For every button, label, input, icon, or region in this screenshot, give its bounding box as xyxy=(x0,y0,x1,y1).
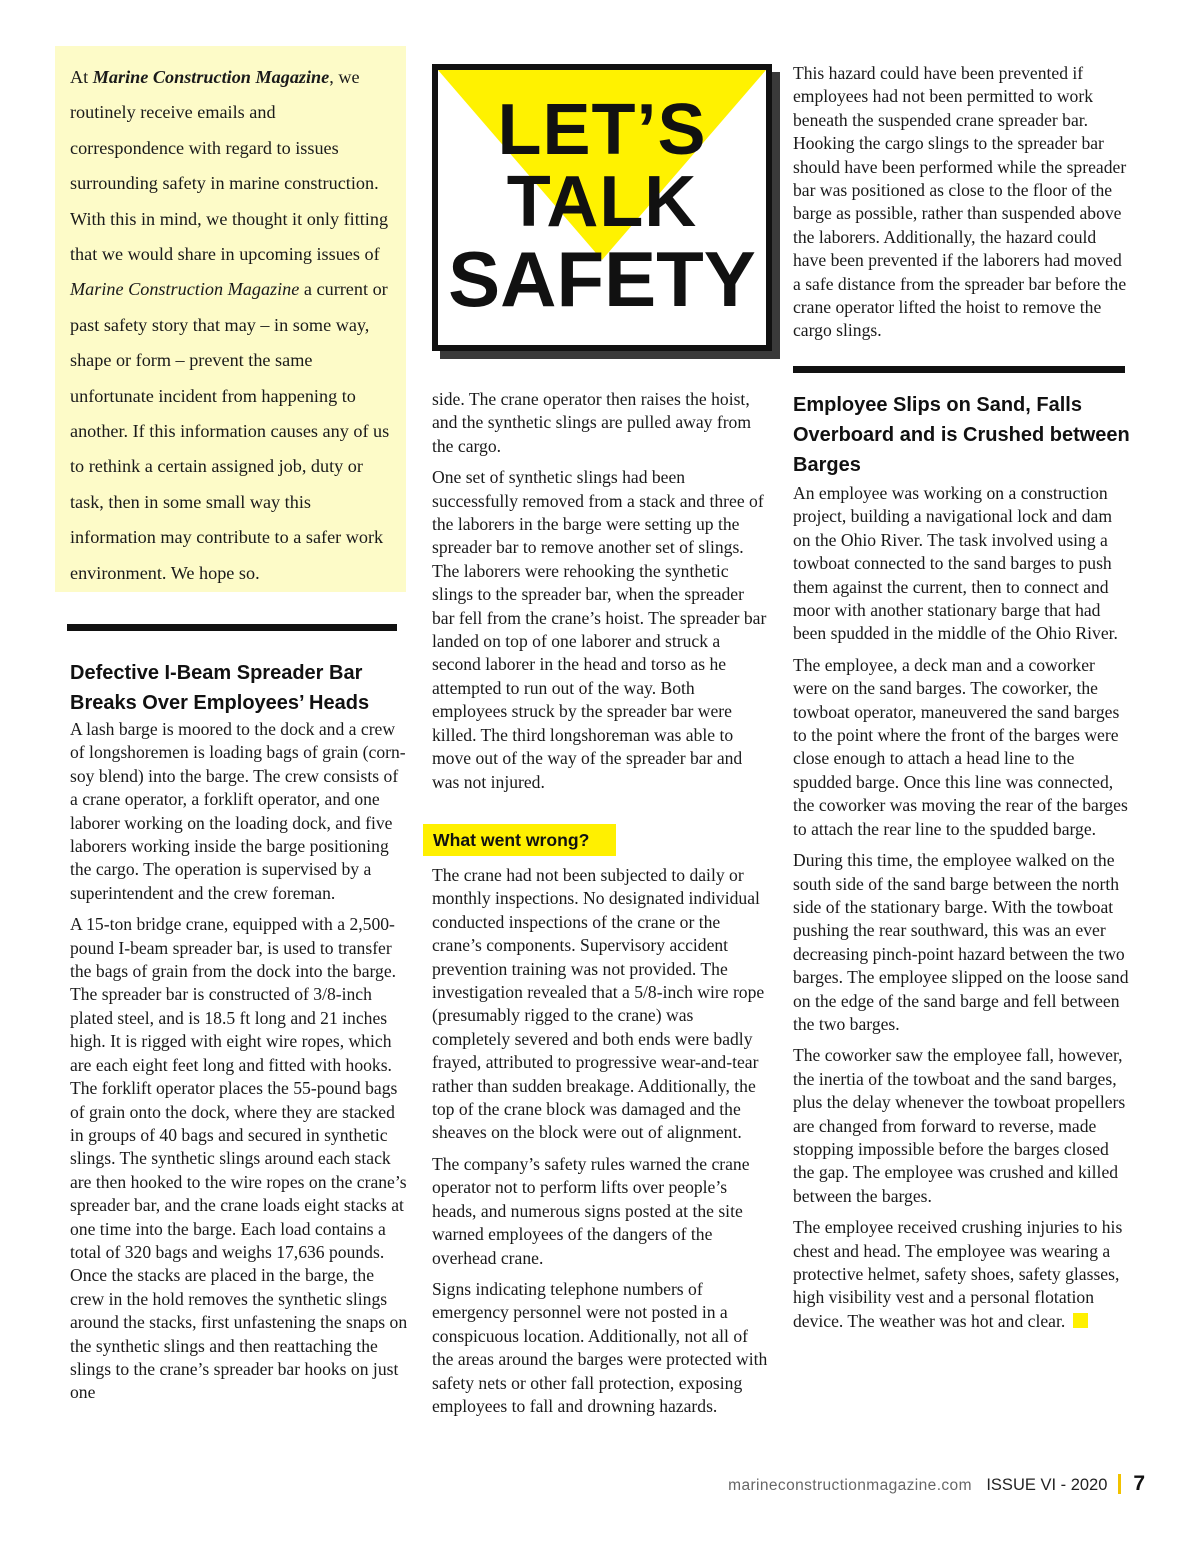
lets-talk-safety-logo xyxy=(432,64,772,351)
prevention-paragraph: This hazard could have been prevented if employees had not been permitted to work beneath the suspended crane spreader bar. Hooking the cargo slings to the spreader bar should have been performed while the spreader bar was positioned as close to the floor of the barge as possible, rather than suspended above the laborers. Additionally, the hazard could have been prevented if the laborers had moved a safe distance from the spreader bar before the crane operator lifted the hoist to remove the cargo slings. xyxy=(793,63,1127,341)
wrong-paragraph: Signs indicating telephone numbers of emergency personnel were not posted in a conspicuous location. Additionally, not all of the areas around the barges were protected with safety nets or other fall protection, exposing employees to fall and drowning hazards. xyxy=(432,1278,768,1416)
section-rule-left xyxy=(67,624,397,631)
logo-box xyxy=(432,64,772,351)
page-number: 7 xyxy=(1133,1472,1145,1495)
article1-paragraph: A 15-ton bridge crane, equipped with a 2,500-pound I-beam spreader bar, is used to transfer the bags of grain from the dock into the barge. The spreader bar is constructed of 3/8-inch plated steel, and is 18.5 ft long and 21 inches high. It is rigged with eight wire ropes, which are each eight feet long and fitted with hooks. The forklift operator places the 55-pound bags of grain onto the dock, where they are stacked in groups of 40 bags and secured in synthetic slings. The synthetic slings around each stack are then hooked to the wire ropes on the crane’s spreader bar, and the crane loads eight stacks at one time into the barge. Each load contains a total of 320 bags and weighs 17,636 pounds. Once the stacks are placed in the barge, the crew in the hold removes the synthetic slings around the stacks, first unfastening the snaps on the synthetic slings and then reattaching the slings to the crane’s spreader bar hooks on just one xyxy=(70,914,408,1403)
magazine-name-2: Marine Construction Magazine xyxy=(70,279,300,300)
footer-issue: ISSUE VI - 2020 xyxy=(986,1476,1108,1494)
article2-paragraph: The employee, a deck man and a coworker were on the sand barges. The coworker, the towboat operator, maneuvered the sand barges to the point where the front of the barges were close enough to attach a head line to the spudded barge. Once this line was connected, the coworker was moving the rear of the barges to attach the rear line to the spudded barge. xyxy=(793,654,1128,839)
wrong-paragraph: The company’s safety rules warned the crane operator not to perform lifts over people’s heads, and numerous signs posted at the site warned employees of the dangers of the overhead crane. xyxy=(432,1153,750,1268)
article2-paragraph: An employee was working on a construction project, building a navigational lock and dam on the Ohio River. The task involved using a towboat connected to the sand barges to push them against the current, then to connect and moor with another stationary barge that had been spudded in the middle of the Ohio River. xyxy=(793,483,1118,644)
logo-line-1: LET’S xyxy=(497,90,707,170)
prevention-section xyxy=(793,62,1128,351)
end-mark-icon xyxy=(1073,1313,1088,1328)
article1-continued-paragraph: side. The crane operator then raises the hoist, and the synthetic slings are pulled away from the cargo. xyxy=(432,389,752,456)
article1-paragraph: A lash barge is moored to the dock and a crew of longshoremen is loading bags of grain (corn-soy blend) into the barge. The crew consists of a crane operator, a forklift operator, and one laborer working on the loading dock, and five laborers working inside the barge positioning the cargo. The operation is supervised by a superintendent and the crew foreman. xyxy=(70,719,406,903)
article2-paragraph: The coworker saw the employee fall, however, the inertia of the towboat and the sand barges, plus the delay whenever the towboat propellers are changed from forward to reverse, made stopping impossible before the barges closed the gap. The employee was crushed and killed between the barges. xyxy=(793,1045,1126,1206)
intro-text: At Marine Construction Magazine, we routinely receive emails and correspondence with regard to issues surrounding safety in marine construction. With this in mind, we thought it only fitting that we would share in upcoming issues of Marine Construction Magazine a current or past safety story that may – in some way, shape or form – prevent the same unfortunate incident from happening to another. If this information causes any of us to rethink a certain assigned job, duty or task, then in some small way this information may contribute to a safer work environment. We hope so. xyxy=(70,67,390,583)
article2-last-paragraph: The employee received crushing injuries to his chest and head. The employee was wearing a protective helmet, safety shoes, safety glasses, high visibility vest and a personal flotation device. The weather was hot and clear. xyxy=(793,1217,1123,1331)
page-footer xyxy=(600,1472,1145,1502)
article2-column xyxy=(793,390,1133,1341)
article1-heading: Defective I-Beam Spreader Bar Breaks Over Employees’ Heads xyxy=(70,662,370,714)
what-went-wrong-label: What went wrong? xyxy=(423,824,616,856)
article2-paragraph: During this time, the employee walked on the south side of the sand barge between the north side of the stationary barge. With the towboat pushing the rear southward, this was an ever decreasing pinch-point hazard between the two barges. The employee slipped on the loose sand on the edge of the sand barge and fell between the two barges. xyxy=(793,850,1129,1034)
what-went-wrong-section xyxy=(432,864,768,1426)
logo-line-3: SAFETY xyxy=(448,235,756,323)
wrong-paragraph: The crane had not been subjected to daily or monthly inspections. No designated individual conducted inspections of the crane or the crane’s components. Supervisory accident prevention training was not provided. The investigation revealed that a 5/8-inch wire rope (presumably rigged to the crane) was completely severed and both ends were badly frayed, attributed to progressive wear-and-tear rather than sudden breakage. Additionally, the top of the crane block was damaged and the sheaves on the block were out of alignment. xyxy=(432,865,765,1143)
article2-heading: Employee Slips on Sand, Falls Overboard and is Crushed between Barges xyxy=(793,394,1130,476)
article1-column-1 xyxy=(70,658,408,1413)
article1-continued-paragraph: One set of synthetic slings had been successfully removed from a stack and three of the laborers in the barge were setting up the spreader bar to remove another set of slings. The laborers were rehooking the synthetic slings to the spreader bar, when the spreader bar fell from the crane’s hoist. The spreader bar landed on top of one laborer and struck a second laborer in the head and torso as he attempted to run out of the way. Both employees struck by the spreader bar were killed. The third longshoreman was able to move out of the way of the spreader bar and was not injured. xyxy=(432,467,767,792)
footer-divider xyxy=(1118,1474,1121,1494)
magazine-name: Marine Construction Magazine xyxy=(92,67,330,87)
intro-box xyxy=(55,46,406,592)
logo-line-2: TALK xyxy=(506,162,698,242)
section-rule-right xyxy=(793,366,1125,373)
article1-column-2 xyxy=(432,388,768,802)
footer-website: marineconstructionmagazine.com xyxy=(728,1477,972,1494)
